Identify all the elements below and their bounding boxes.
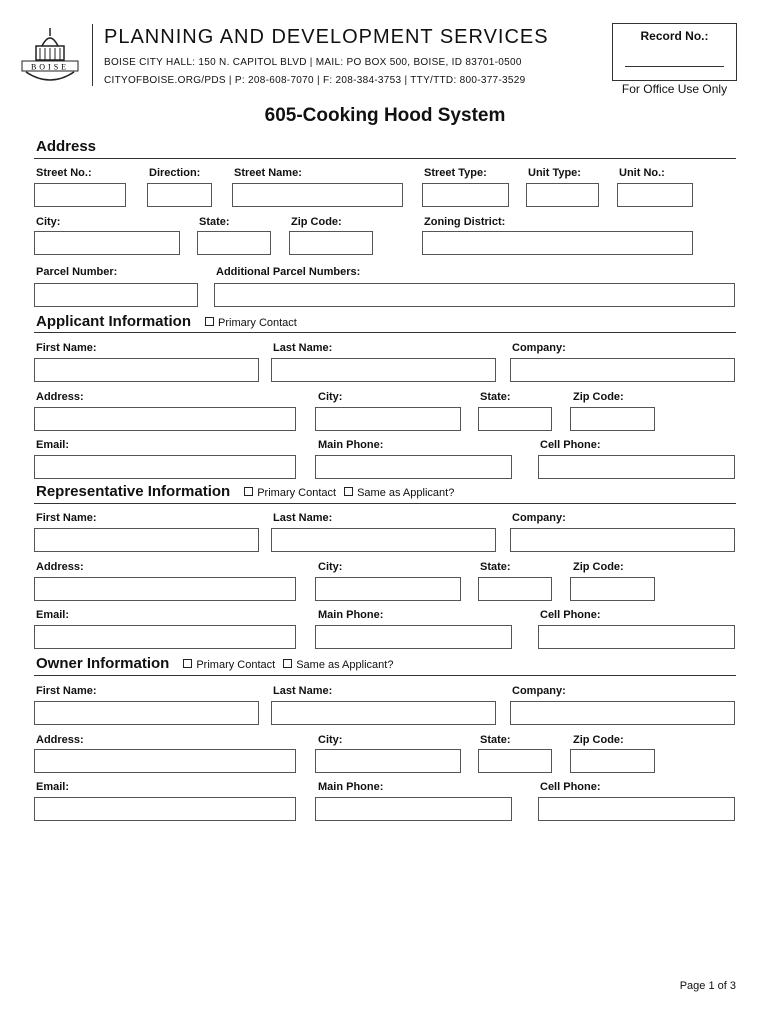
representative-primary-label: Primary Contact (257, 487, 337, 499)
representative-rule (34, 503, 736, 504)
address-line: BOISE CITY HALL: 150 N. CAPITOL BLVD | MAIL: PO BOX 500, BOISE, ID 83701-0500 (104, 57, 522, 68)
owner-email-input[interactable] (34, 797, 296, 821)
representative-address-label: Address: (36, 561, 84, 573)
applicant-last-label: Last Name: (273, 342, 333, 354)
parcel-label: Parcel Number: (36, 266, 118, 278)
applicant-address-label: Address: (36, 391, 84, 403)
additional-parcels-label: Additional Parcel Numbers: (216, 266, 361, 278)
street-no-label: Street No.: (36, 167, 92, 179)
representative-cell-phone-label: Cell Phone: (540, 609, 601, 621)
record-number-box (612, 23, 737, 81)
owner-main-phone-input[interactable] (315, 797, 512, 821)
representative-same-label: Same as Applicant? (357, 487, 455, 499)
page-number: Page 1 of 3 (679, 980, 736, 992)
representative-city-label: City: (318, 561, 343, 573)
owner-first-input[interactable] (34, 701, 259, 725)
owner-same-checkbox[interactable] (283, 659, 292, 668)
unit-type-label: Unit Type: (528, 167, 581, 179)
representative-last-label: Last Name: (273, 512, 333, 524)
owner-heading (36, 655, 393, 672)
direction-input[interactable] (147, 183, 212, 207)
state-label: State: (199, 216, 230, 228)
representative-zip-label: Zip Code: (573, 561, 624, 573)
applicant-email-input[interactable] (34, 455, 296, 479)
applicant-primary-checkbox[interactable] (205, 317, 214, 326)
owner-state-input[interactable] (478, 749, 552, 773)
applicant-heading-text: Applicant Information (36, 313, 191, 330)
applicant-zip-label: Zip Code: (573, 391, 624, 403)
representative-state-label: State: (480, 561, 511, 573)
parcel-input[interactable] (34, 283, 198, 307)
representative-heading-text: Representative Information (36, 483, 231, 500)
applicant-rule (34, 332, 736, 333)
representative-last-input[interactable] (271, 528, 496, 552)
owner-same-label: Same as Applicant? (296, 659, 394, 671)
representative-same-checkbox[interactable] (344, 487, 353, 496)
applicant-city-input[interactable] (315, 407, 461, 431)
representative-main-phone-input[interactable] (315, 625, 512, 649)
representative-first-label: First Name: (36, 512, 97, 524)
owner-primary-checkbox[interactable] (183, 659, 192, 668)
representative-primary-checkbox[interactable] (244, 487, 253, 496)
owner-heading-text: Owner Information (36, 655, 170, 672)
owner-zip-label: Zip Code: (573, 734, 624, 746)
applicant-primary-label: Primary Contact (218, 317, 297, 329)
state-input[interactable] (197, 231, 271, 255)
city-label: City: (36, 216, 61, 228)
unit-type-input[interactable] (526, 183, 599, 207)
applicant-state-label: State: (480, 391, 511, 403)
applicant-heading (36, 313, 297, 330)
representative-main-phone-label: Main Phone: (318, 609, 384, 621)
applicant-cell-phone-label: Cell Phone: (540, 439, 601, 451)
record-line (625, 66, 724, 67)
owner-address-label: Address: (36, 734, 84, 746)
representative-address-input[interactable] (34, 577, 296, 601)
owner-email-label: Email: (36, 781, 70, 793)
owner-primary-label: Primary Contact (196, 659, 276, 671)
additional-parcels-input[interactable] (214, 283, 735, 307)
owner-last-label: Last Name: (273, 685, 333, 697)
street-type-label: Street Type: (424, 167, 487, 179)
representative-cell-phone-input[interactable] (538, 625, 735, 649)
unit-no-input[interactable] (617, 183, 693, 207)
representative-email-input[interactable] (34, 625, 296, 649)
applicant-primary-option (197, 317, 297, 329)
owner-address-input[interactable] (34, 749, 296, 773)
zoning-input[interactable] (422, 231, 693, 255)
applicant-company-input[interactable] (510, 358, 735, 382)
owner-state-label: State: (480, 734, 511, 746)
applicant-last-input[interactable] (271, 358, 496, 382)
owner-city-input[interactable] (315, 749, 461, 773)
applicant-main-phone-label: Main Phone: (318, 439, 384, 451)
representative-zip-input[interactable] (570, 577, 655, 601)
owner-company-input[interactable] (510, 701, 735, 725)
applicant-first-label: First Name: (36, 342, 97, 354)
owner-cell-phone-input[interactable] (538, 797, 735, 821)
department-title: PLANNING AND DEVELOPMENT SERVICES (104, 26, 549, 48)
applicant-first-input[interactable] (34, 358, 259, 382)
zip-input[interactable] (289, 231, 373, 255)
address-heading: Address (36, 138, 97, 155)
owner-options (175, 659, 393, 671)
owner-main-phone-label: Main Phone: (318, 781, 384, 793)
zoning-label: Zoning District: (424, 216, 506, 228)
representative-state-input[interactable] (478, 577, 552, 601)
representative-first-input[interactable] (34, 528, 259, 552)
applicant-city-label: City: (318, 391, 343, 403)
zip-label: Zip Code: (291, 216, 342, 228)
applicant-address-input[interactable] (34, 407, 296, 431)
unit-no-label: Unit No.: (619, 167, 665, 179)
owner-first-label: First Name: (36, 685, 97, 697)
representative-email-label: Email: (36, 609, 70, 621)
record-label: Record No.: (640, 29, 709, 43)
applicant-zip-input[interactable] (570, 407, 655, 431)
owner-last-input[interactable] (271, 701, 496, 725)
address-rule (34, 158, 736, 159)
owner-cell-phone-label: Cell Phone: (540, 781, 601, 793)
representative-options (236, 487, 454, 499)
street-name-input[interactable] (232, 183, 403, 207)
owner-city-label: City: (318, 734, 343, 746)
logo-text: BOISE (30, 62, 70, 72)
direction-label: Direction: (149, 167, 201, 179)
representative-heading (36, 483, 454, 500)
owner-company-label: Company: (512, 685, 566, 697)
street-type-input[interactable] (422, 183, 509, 207)
header-divider (92, 24, 93, 86)
street-name-label: Street Name: (234, 167, 302, 179)
street-no-input[interactable] (34, 183, 126, 207)
document-title: 605-Cooking Hood System (264, 105, 506, 126)
applicant-cell-phone-input[interactable] (538, 455, 735, 479)
city-input[interactable] (34, 231, 180, 255)
representative-city-input[interactable] (315, 577, 461, 601)
office-use-note: For Office Use Only (621, 82, 728, 96)
representative-company-label: Company: (512, 512, 566, 524)
owner-zip-input[interactable] (570, 749, 655, 773)
representative-company-input[interactable] (510, 528, 735, 552)
applicant-state-input[interactable] (478, 407, 552, 431)
applicant-main-phone-input[interactable] (315, 455, 512, 479)
contact-line: CITYOFBOISE.ORG/PDS | P: 208-608-7070 | F: 208-384-3753 | TTY/TTD: 800-377-3529 (104, 75, 526, 86)
boise-city-logo (18, 22, 82, 86)
applicant-company-label: Company: (512, 342, 566, 354)
applicant-email-label: Email: (36, 439, 70, 451)
owner-rule (34, 675, 736, 676)
